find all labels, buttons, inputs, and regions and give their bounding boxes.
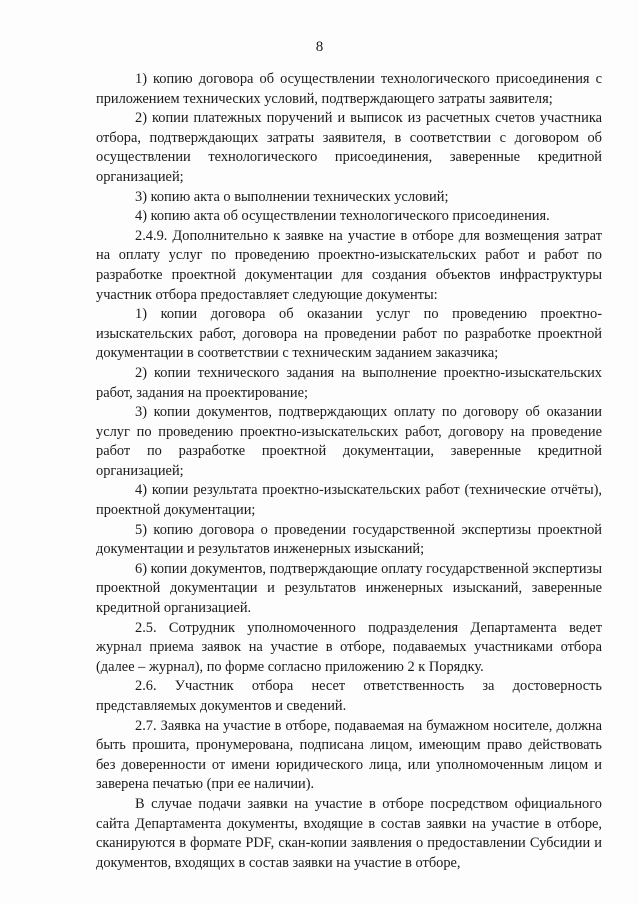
paragraph-2-4-9: 2.4.9. Дополнительно к заявке на участие в отборе для возмещения затрат на оплату услуг по проведению проектно-изыскательских работ и работ по разработке проектной документации для создания объектов инфраструктуры участник отбора предоставляет следующие документы:: [96, 227, 602, 303]
paragraph-item-3-act-tech-conditions: 3) копию акта о выполнении технических условий;: [135, 188, 449, 205]
paragraph-2-4-9-item-1: 1) копии договора об оказании услуг по проведению проектно-изыскательских работ, договора на проведении работ по разработке проектной документации в соответствии с техническим заданием заказчика;: [96, 306, 602, 362]
paragraph-item-1-contract: 1) копию договора об осуществлении технологического присоединения с приложением технических условий, подтверждающего затраты заявителя;: [96, 71, 602, 107]
paragraph-2-4-9-item-2: 2) копии технического задания на выполнение проектно-изыскательских работ, задания на проектирование;: [96, 364, 602, 401]
paragraph-2-7: 2.7. Заявка на участие в отборе, подаваемая на бумажном носителе, должна быть прошита, пронумерована, подписана лицом, имеющим право действовать без доверенности от имени юридического лица, или уполномоченным лицом и заверена печатью (при ее наличии).: [96, 717, 602, 793]
paragraph-item-2-payments: 2) копии платежных поручений и выписок из расчетных счетов участника отбора, подтверждающих затраты заявителя, в соответствии с договором об осуществлении технологического присоединения, заверенные кредитной организацией;: [96, 110, 602, 185]
page-content: [96, 70, 602, 873]
paragraph-2-4-9-item-3: 3) копии документов, подтверждающих оплату по договору об оказании услуг по проведению проектно-изыскательских работ, договору на проведение работ по разработке проектной документации, заверенные кредитной организацией;: [96, 404, 602, 479]
paragraph-item-4-act-connection: 4) копию акта об осуществлении технологического присоединения.: [135, 208, 550, 225]
paragraph-2-4-9-item-6: 6) копии документов, подтверждающие оплату государственной экспертизы проектной документации и результатов инженерных изысканий, заверенные кредитной организацией.: [96, 560, 602, 617]
paragraph-2-4-9-item-4: 4) копии результата проектно-изыскательских работ (технические отчёты), проектной документации;: [96, 482, 602, 519]
paragraph-online-submission: В случае подачи заявки на участие в отборе посредством официального сайта Департамента документы, входящие в состав заявки на участие в отборе, сканируются в формате PDF, скан-копии заявления о предоставлении Субсидии и документов, входящих в состав заявки на участие в отборе,: [96, 795, 602, 871]
paragraph-2-5: 2.5. Сотрудник уполномоченного подразделения Департамента ведет журнал приема заявок на участие в отборе, подаваемых участниками отбора (далее – журнал), по форме согласно приложению 2 к Порядку.: [96, 619, 602, 675]
page-number: 8: [315, 39, 324, 55]
paragraph-2-4-9-item-5: 5) копию договора о проведении государственной экспертизы проектной документации и результатов инженерных изысканий;: [96, 521, 602, 558]
paragraph-2-6: 2.6. Участник отбора несет ответственность за достоверность представляемых документов и сведений.: [96, 678, 602, 714]
